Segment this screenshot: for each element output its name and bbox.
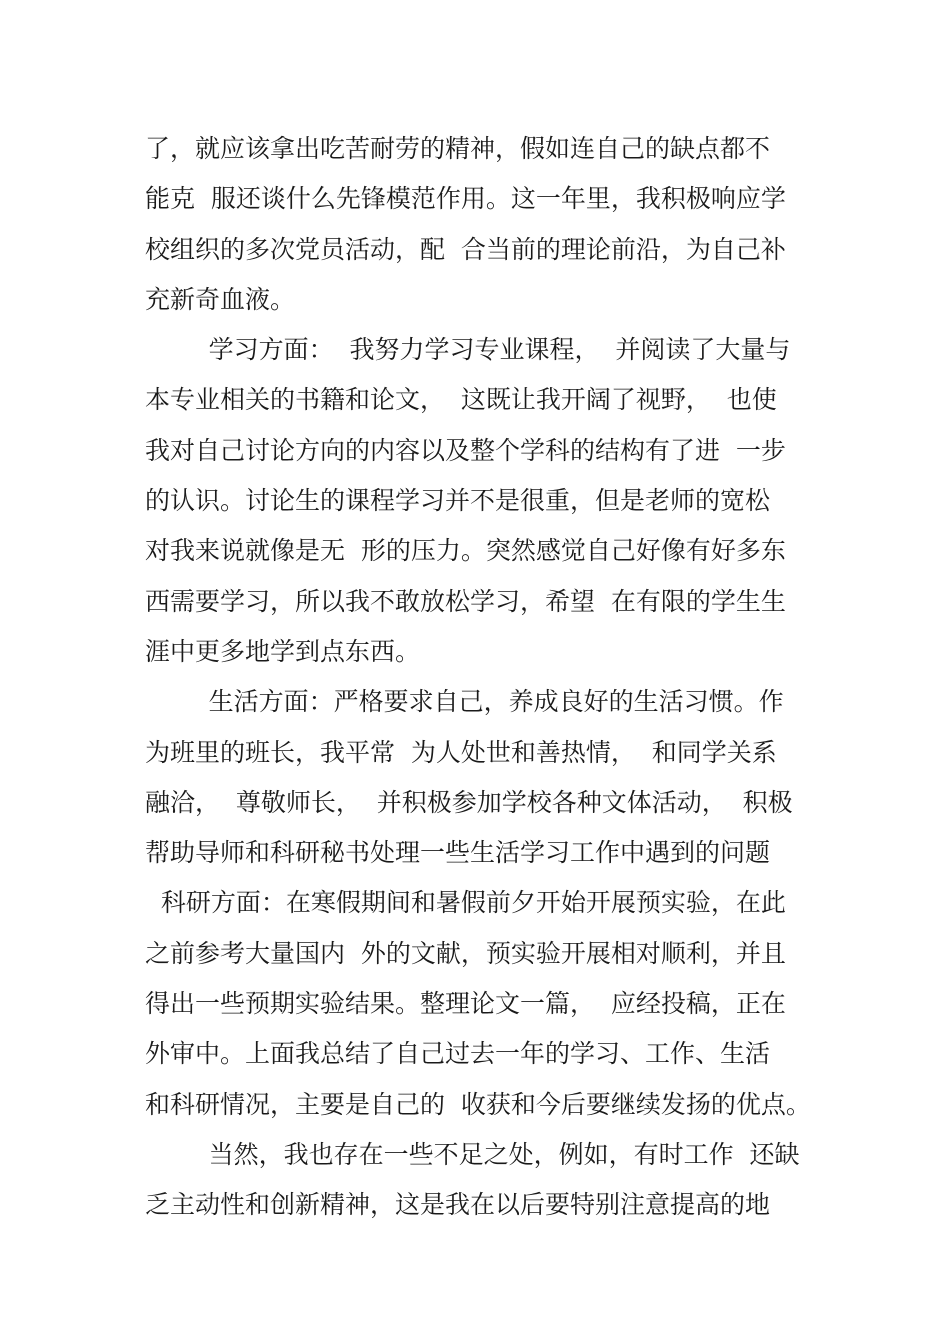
text-line: 得出一些预期实验结果。整理论文一篇， 应经投稿，正在 [145,989,786,1019]
text-line: 对我来说就像是无 形的压力。突然感觉自己好像有好多东 [145,536,786,566]
text-line: 融洽， 尊敬师长， 并积极参加学校各种文体活动， 积极 [145,787,793,817]
text-line: 本专业相关的书籍和论文， 这既让我开阔了视野， 也使 [145,385,777,415]
text-line: 充新奇血液。 [145,284,296,314]
text-line: 学习方面： 我努力学习专业课程， 并阅读了大量与 [145,335,791,365]
text-line: 的认识。讨论生的课程学习并不是很重，但是老师的宽松 [145,486,771,516]
text-line: 外审中。上面我总结了自己过去一年的学习、工作、生活 [145,1039,771,1069]
text-line: 我对自己讨论方向的内容以及整个学科的结构有了进 一步 [145,435,786,465]
text-line: 能克 服还谈什么先锋模范作用。这一年里，我积极响应学 [145,184,786,214]
text-line: 科研方面：在寒假期间和暑假前夕开始开展预实验，在此 [145,888,786,918]
text-line: 为班里的班长，我平常 为人处世和善热情， 和同学关系 [145,737,777,767]
body-text [145,124,815,1231]
text-line: 和科研情况，主要是自己的 收获和今后要继续发扬的优点。 [145,1089,811,1119]
text-line: 西需要学习，所以我不敢放松学习，希望 在有限的学生生 [145,586,786,616]
text-line: 涯中更多地学到点东西。 [145,636,421,666]
text-line: 生活方面：严格要求自己，养成良好的生活习惯。作 [145,687,784,717]
text-line: 了，就应该拿出吃苦耐劳的精神，假如连自己的缺点都不 [145,134,771,163]
text-line: 乏主动性和创新精神，这是我在以后要特别注意提高的地 [145,1190,771,1220]
text-line: 之前参考大量国内 外的文献，预实验开展相对顺利，并且 [145,938,786,968]
text-line: 帮助导师和科研秘书处理一些生活学习工作中遇到的问题 [145,838,771,868]
text-line: 当然，我也存在一些不足之处，例如，有时工作 还缺 [145,1139,800,1169]
text-line: 校组织的多次党员活动，配 合当前的理论前沿，为自己补 [145,234,786,264]
